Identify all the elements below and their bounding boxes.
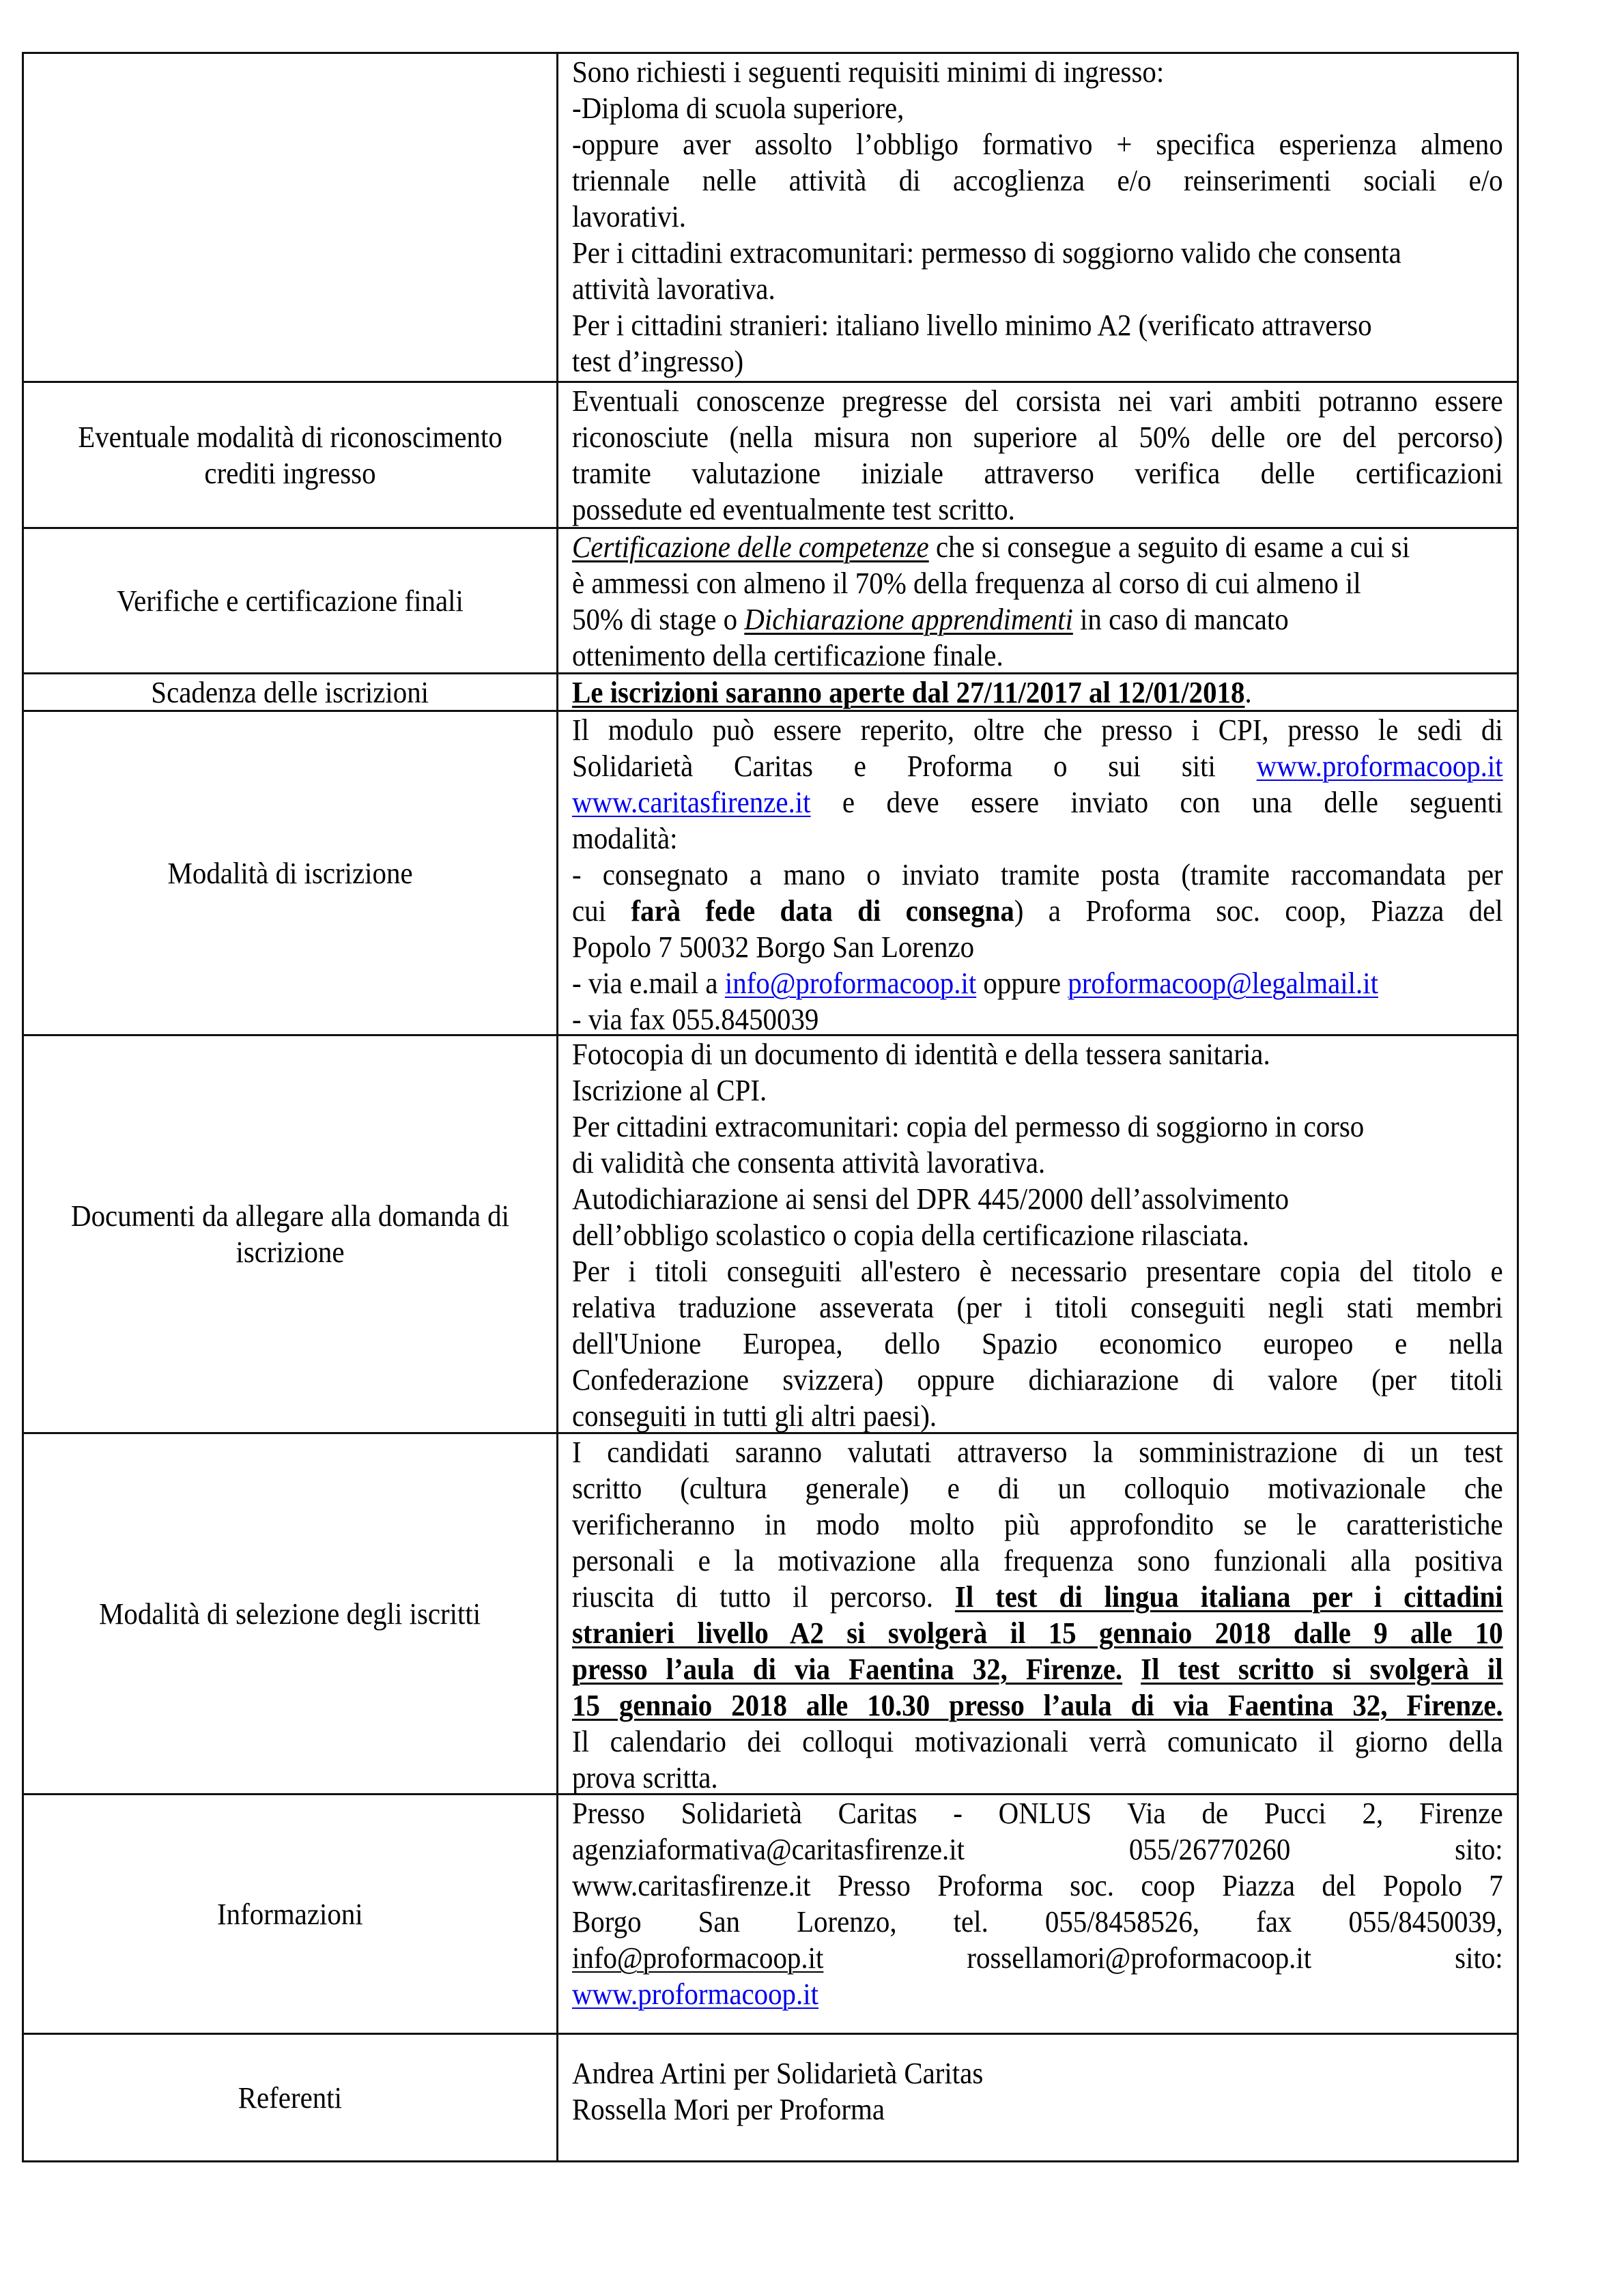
text-line: presso l’aula di via Faentina 32, Firenze. Il test scritto si svolgerà il <box>572 1653 1503 1686</box>
info-table <box>22 52 1519 2162</box>
row-label: Modalità di iscrizione <box>24 712 558 1034</box>
text-line: - consegnato a mano o inviato tramite posta (tramite raccomandata per <box>572 858 1503 891</box>
text-line <box>572 1976 1503 2012</box>
text-line: Per i cittadini stranieri: italiano livello minimo A2 (verificato attraverso <box>572 309 1372 342</box>
table-row-informazioni <box>24 1793 1517 2033</box>
text-line: Fotocopia di un documento di identità e della tessera sanitaria. <box>572 1038 1270 1071</box>
text-line: dell'Unione Europea, dello Spazio economico europeo e nella <box>572 1327 1503 1360</box>
text-line: conseguiti in tutti gli altri paesi). <box>572 1399 937 1433</box>
table-row-verifiche <box>24 527 1517 672</box>
row-content <box>558 674 1517 710</box>
text-line: Iscrizione al CPI. <box>572 1074 767 1107</box>
row-content <box>558 54 1517 381</box>
text-line: tramite valutazione iniziale attraverso verifica delle certificazioni <box>572 457 1503 490</box>
text-line: verificheranno in modo molto più approfondito se le caratteristiche <box>572 1508 1503 1541</box>
text-line: Certificazione delle competenze che si consegue a seguito di esame a cui si <box>572 530 1410 564</box>
text-line: scritto (cultura generale) e di un colloquio motivazionale che <box>572 1472 1503 1505</box>
row-label: Documenti da allegare alla domanda di iscrizione <box>24 1036 558 1432</box>
text-line: Autodichiarazione ai sensi del DPR 445/2000 dell’assolvimento <box>572 1182 1290 1216</box>
row-label: Referenti <box>24 2035 558 2160</box>
text-line: Andrea Artini per Solidarietà Caritas <box>572 2057 984 2090</box>
text-line: cui farà fede data di consegna) a Proforma soc. coop, Piazza del <box>572 894 1503 928</box>
text-line: riconosciute (nella misura non superiore al 50% delle ore del percorso) <box>572 420 1503 454</box>
table-row-requisiti <box>24 54 1517 381</box>
text-line: Eventuali conoscenze pregresse del corsista nei vari ambiti potranno essere <box>572 384 1503 418</box>
text-line: personali e la motivazione alla frequenza sono funzionali alla positiva <box>572 1544 1503 1577</box>
text-line: 50% di stage o Dichiarazione apprendimenti in caso di mancato <box>572 603 1289 636</box>
text-line: Popolo 7 50032 Borgo San Lorenzo <box>572 930 975 964</box>
text-line: Il calendario dei colloqui motivazionali verrà comunicato il giorno della <box>572 1725 1503 1758</box>
text-line: triennale nelle attività di accoglienza e/o reinserimenti sociali e/o <box>572 164 1503 197</box>
text-line: - via e.mail a info@proformacoop.it oppure proformacoop@legalmail.it <box>572 967 1378 1000</box>
dichiarazione-term: Dichiarazione apprendimenti <box>744 603 1073 636</box>
table-row-referenti <box>24 2033 1517 2160</box>
written-test-notice: Il test scritto si svolgerà il <box>1141 1653 1503 1686</box>
row-content <box>558 2035 1517 2160</box>
row-label: Verifiche e certificazione finali <box>24 529 558 672</box>
table-row-crediti <box>24 381 1517 527</box>
language-test-notice: Il test di lingua italiana per i cittadini <box>954 1580 1503 1614</box>
certificazione-term: Certificazione delle competenze <box>572 530 929 564</box>
text-line: 15 gennaio 2018 alle 10.30 presso l’aula di via Faentina 32, Firenze. <box>572 1689 1503 1722</box>
text-line: Presso Solidarietà Caritas - ONLUS Via de Pucci 2, Firenze <box>572 1797 1503 1830</box>
row-content <box>558 1036 1517 1432</box>
info-email-link[interactable]: info@proformacoop.it <box>572 1941 824 1975</box>
text-line: prova scritta. <box>572 1761 718 1795</box>
text-line: I candidati saranno valutati attraverso la somministrazione di un test <box>572 1435 1503 1469</box>
text-line: - via fax 055.8450039 <box>572 1003 819 1036</box>
proformacoop-link[interactable]: www.proformacoop.it <box>1256 749 1503 783</box>
text-line: Borgo San Lorenzo, tel. 055/8458526, fax 055/8450039, <box>572 1905 1503 1939</box>
text-line: Per i cittadini extracomunitari: permesso di soggiorno valido che consenta <box>572 236 1401 270</box>
info-email-link[interactable]: info@proformacoop.it <box>724 967 977 1000</box>
text-line: relativa traduzione asseverata (per i titoli conseguiti negli stati membri <box>572 1291 1503 1324</box>
text-line: Confederazione svizzera) oppure dichiarazione di valore (per titoli <box>572 1363 1503 1397</box>
text-line: è ammessi con almeno il 70% della frequenza al corso di cui almeno il <box>572 567 1361 600</box>
row-label: Scadenza delle iscrizioni <box>24 674 558 710</box>
text-line: possedute ed eventualmente test scritto. <box>572 493 1015 526</box>
text-line: ottenimento della certificazione finale. <box>572 639 1003 672</box>
table-row-modalita-iscrizione <box>24 710 1517 1034</box>
text-line: test d’ingresso) <box>572 345 744 378</box>
row-content <box>558 1795 1517 2033</box>
row-content <box>558 529 1517 672</box>
text-line: Per cittadini extracomunitari: copia del permesso di soggiorno in corso <box>572 1110 1365 1143</box>
proformacoop-link[interactable]: www.proformacoop.it <box>572 1977 818 2011</box>
row-label: Informazioni <box>24 1795 558 2033</box>
text-line: Il modulo può essere reperito, oltre che presso i CPI, presso le sedi di <box>572 713 1503 747</box>
text-line: -Diploma di scuola superiore, <box>572 91 904 125</box>
caritasfirenze-link[interactable]: www.caritasfirenze.it <box>572 786 811 819</box>
text-line: dell’obbligo scolastico o copia della certificazione rilasciata. <box>572 1218 1249 1252</box>
text-line: Per i titoli conseguiti all'estero è necessario presentare copia del titolo e <box>572 1255 1503 1288</box>
table-row-selezione <box>24 1432 1517 1793</box>
text-line: Sono richiesti i seguenti requisiti minimi di ingresso: <box>572 55 1165 89</box>
text-line: Rossella Mori per Proforma <box>572 2093 885 2126</box>
legalmail-email-link[interactable]: proformacoop@legalmail.it <box>1068 967 1378 1000</box>
text-line: Solidarietà Caritas e Proforma o sui siti www.proformacoop.it <box>572 749 1503 783</box>
text-line: lavorativi. <box>572 200 687 233</box>
text-line: attività lavorativa. <box>572 272 775 306</box>
table-row-scadenza <box>24 672 1517 710</box>
text-line: agenziaformativa@caritasfirenze.it 055/26770260 sito: <box>572 1833 1503 1866</box>
row-content <box>558 383 1517 527</box>
row-content <box>558 712 1517 1034</box>
row-label: Modalità di selezione degli iscritti <box>24 1434 558 1793</box>
text-line: modalità: <box>572 822 678 855</box>
row-content <box>558 1434 1517 1793</box>
text-line: -oppure aver assolto l’obbligo formativo + specifica esperienza almeno <box>572 128 1503 161</box>
row-label: Eventuale modalità di riconoscimento crediti ingresso <box>24 383 558 527</box>
text-line: info@proformacoop.it rossellamori@proformacoop.it sito: <box>572 1941 1503 1975</box>
text-line: di validità che consenta attività lavorativa. <box>572 1146 1046 1180</box>
text-line: riuscita di tutto il percorso. Il test di lingua italiana per i cittadini <box>572 1580 1503 1614</box>
text-line: www.caritasfirenze.it e deve essere inviato con una delle seguenti <box>572 786 1503 819</box>
text-line: stranieri livello A2 si svolgerà il 15 gennaio 2018 dalle 9 alle 10 <box>572 1616 1503 1650</box>
row-label <box>24 54 558 381</box>
deadline-text: Le iscrizioni saranno aperte dal 27/11/2017 al 12/01/2018 <box>572 676 1245 709</box>
text-line: www.caritasfirenze.it Presso Proforma soc. coop Piazza del Popolo 7 <box>572 1869 1503 1902</box>
table-row-documenti <box>24 1034 1517 1432</box>
text-line: Le iscrizioni saranno aperte dal 27/11/2017 al 12/01/2018. <box>572 676 1252 709</box>
